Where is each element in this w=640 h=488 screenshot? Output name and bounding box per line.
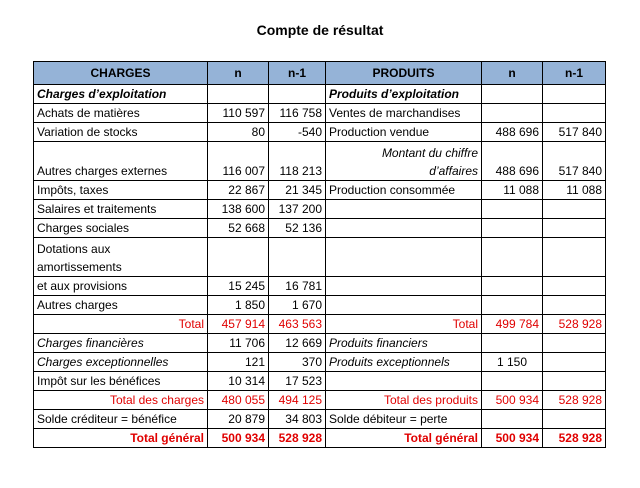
cell [482, 334, 543, 353]
cell: 488 696 [482, 142, 543, 181]
cell [543, 104, 606, 123]
cell: 500 934 [482, 391, 543, 410]
cell [543, 296, 606, 315]
cell: 457 914 [208, 315, 269, 334]
row-label: Solde débiteur = perte [326, 410, 482, 429]
row-label: Charges financières [34, 334, 208, 353]
cell [543, 277, 606, 296]
table-row [34, 334, 606, 353]
total-label: Total des charges [34, 391, 208, 410]
row-label [326, 372, 482, 391]
row-label: Salaires et traitements [34, 200, 208, 219]
row-label-line: amortissements [37, 260, 122, 274]
row-label: Produits financiers [326, 334, 482, 353]
total-label: Total des produits [326, 391, 482, 410]
cell: 463 563 [269, 315, 326, 334]
table-row [34, 85, 606, 104]
cell [482, 85, 543, 104]
cell [482, 219, 543, 238]
cell [543, 410, 606, 429]
total-label: Total [34, 315, 208, 334]
cell [482, 238, 543, 277]
table-row [34, 238, 606, 277]
header-n-1: n-1 [269, 62, 326, 85]
section-heading: Charges d’exploitation [34, 85, 208, 104]
cell: 11 706 [208, 334, 269, 353]
table-row [34, 142, 606, 181]
income-statement-table [33, 61, 606, 448]
cell [543, 353, 606, 372]
cell: 22 867 [208, 181, 269, 200]
cell: 52 136 [269, 219, 326, 238]
cell [208, 238, 269, 277]
cell: 517 840 [543, 142, 606, 181]
cell: 137 200 [269, 200, 326, 219]
cell: 11 088 [543, 181, 606, 200]
cell: 21 345 [269, 181, 326, 200]
cell: 528 928 [269, 429, 326, 448]
row-label: Produits exceptionnels [326, 353, 482, 372]
cell [543, 219, 606, 238]
cell [269, 238, 326, 277]
header-row [34, 62, 606, 85]
table-row [34, 219, 606, 238]
header-n: n [482, 62, 543, 85]
cell: 121 [208, 353, 269, 372]
cell: 116 007 [208, 142, 269, 181]
cell: 118 213 [269, 142, 326, 181]
table-row [34, 200, 606, 219]
cell: 1 850 [208, 296, 269, 315]
cell: 10 314 [208, 372, 269, 391]
row-label [326, 142, 482, 181]
row-label: Impôt sur les bénéfices [34, 372, 208, 391]
cell: 12 669 [269, 334, 326, 353]
cell: 34 803 [269, 410, 326, 429]
row-label: Variation de stocks [34, 123, 208, 142]
cell: 480 055 [208, 391, 269, 410]
cell: 500 934 [482, 429, 543, 448]
cell: -540 [269, 123, 326, 142]
row-label: Autres charges [34, 296, 208, 315]
cell [543, 372, 606, 391]
row-label: Autres charges externes [34, 142, 208, 181]
row-label: Charges exceptionnelles [34, 353, 208, 372]
cell: 17 523 [269, 372, 326, 391]
cell: 488 696 [482, 123, 543, 142]
table-row [34, 104, 606, 123]
cell [482, 410, 543, 429]
total-label: Total général [326, 429, 482, 448]
cell [543, 85, 606, 104]
cell [543, 334, 606, 353]
total-label: Total général [34, 429, 208, 448]
table-row [34, 296, 606, 315]
cell: 138 600 [208, 200, 269, 219]
table-row [34, 123, 606, 142]
row-label [326, 238, 482, 277]
row-label [326, 219, 482, 238]
cell [482, 372, 543, 391]
row-label [34, 238, 208, 277]
cell: 499 784 [482, 315, 543, 334]
page-title: Compte de résultat [256, 22, 384, 38]
table-row [34, 353, 606, 372]
row-label: Solde créditeur = bénéfice [34, 410, 208, 429]
cell [543, 238, 606, 277]
row-label [326, 296, 482, 315]
cell: 16 781 [269, 277, 326, 296]
cell: 1 670 [269, 296, 326, 315]
row-label: et aux provisions [34, 277, 208, 296]
section-heading: Produits d’exploitation [326, 85, 482, 104]
row-label-line: d’affaires [429, 164, 478, 178]
header-charges: CHARGES [34, 62, 208, 85]
cell [482, 200, 543, 219]
row-label: Production vendue [326, 123, 482, 142]
subtotal-row [34, 315, 606, 334]
cell: 15 245 [208, 277, 269, 296]
cell: 20 879 [208, 410, 269, 429]
row-label: Achats de matières [34, 104, 208, 123]
cell [269, 85, 326, 104]
cell: 80 [208, 123, 269, 142]
cell: 110 597 [208, 104, 269, 123]
row-label: Charges sociales [34, 219, 208, 238]
row-label-line: Dotations aux [37, 242, 111, 256]
row-label: Production consommée [326, 181, 482, 200]
table-row [34, 372, 606, 391]
header-n: n [208, 62, 269, 85]
total-label: Total [326, 315, 482, 334]
table-row [34, 410, 606, 429]
cell: 500 934 [208, 429, 269, 448]
cell: 528 928 [543, 391, 606, 410]
row-label [326, 200, 482, 219]
cell: 11 088 [482, 181, 543, 200]
table-row [34, 181, 606, 200]
table-row [34, 277, 606, 296]
cell: 370 [269, 353, 326, 372]
cell: 528 928 [543, 429, 606, 448]
cell: 116 758 [269, 104, 326, 123]
cell [482, 296, 543, 315]
row-label [326, 277, 482, 296]
row-label: Ventes de marchandises [326, 104, 482, 123]
cell [482, 277, 543, 296]
total-row [34, 391, 606, 410]
cell: 528 928 [543, 315, 606, 334]
grand-total-row [34, 429, 606, 448]
cell: 517 840 [543, 123, 606, 142]
row-label-line: Montant du chiffre [381, 146, 478, 160]
cell: 1 150 [482, 353, 543, 372]
header-n-1: n-1 [543, 62, 606, 85]
row-label: Impôts, taxes [34, 181, 208, 200]
cell [208, 85, 269, 104]
cell [482, 104, 543, 123]
cell: 52 668 [208, 219, 269, 238]
cell: 494 125 [269, 391, 326, 410]
cell [543, 200, 606, 219]
header-produits: PRODUITS [326, 62, 482, 85]
